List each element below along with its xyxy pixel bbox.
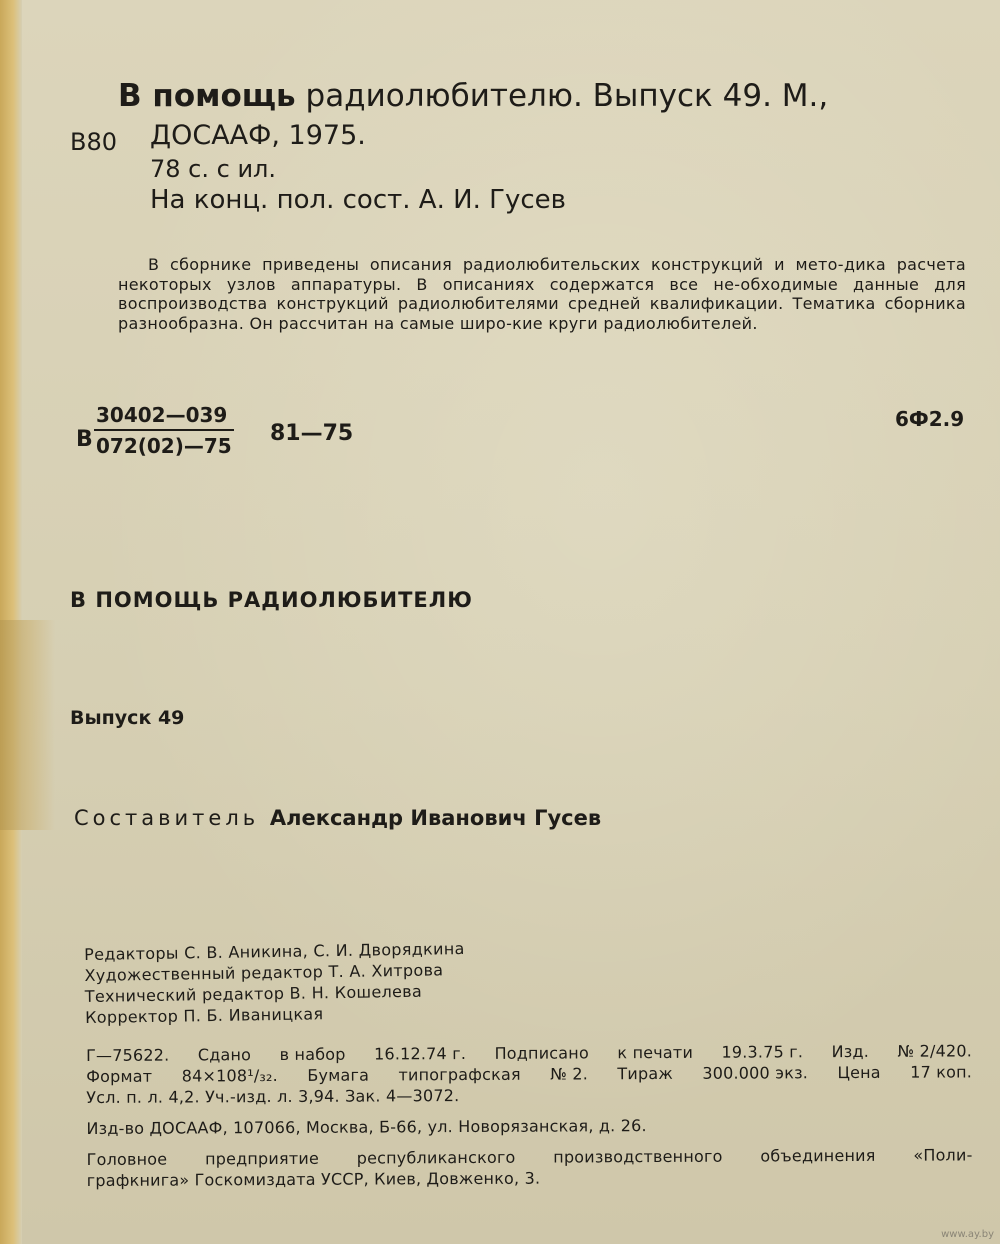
imprint-word: Формат — [86, 1066, 153, 1086]
series-title: В ПОМОЩЬ РАДИОЛЮБИТЕЛЮ — [70, 588, 473, 612]
imprint-line-6: графкнига» Госкомиздата УССР, Киев, Довженко, 3. — [86, 1168, 541, 1190]
compiler-credit — [74, 806, 601, 830]
imprint-word: объединения — [760, 1145, 876, 1166]
catalog-title-bold: В помощь — [118, 78, 296, 114]
imprint-word: «Поли- — [913, 1145, 973, 1165]
classification-code: 6Ф2.9 — [895, 407, 965, 431]
index-year-code: 81—75 — [270, 421, 354, 446]
credit-line: Технический редактор В. Н. Кошелева — [84, 981, 423, 1006]
imprint-word: республиканского — [356, 1147, 516, 1168]
compiler-label: Составитель — [74, 806, 260, 830]
imprint-word: 19.3.75 г. — [721, 1042, 804, 1062]
abstract-paragraph: В сборнике приведены описания радиолюбительских конструкций и мето-дика расчета некоторых узлов аппаратуры. В описаниях содержатся все не-обходимые данные для воспроизводства конструкций радиолюбителями средней квалификации. Тематика сборника разнообразна. Он рассчитан на самые широ-кие круги радиолюбителей. — [118, 255, 966, 333]
catalog-code: В80 — [70, 128, 118, 156]
imprint-word: Тираж — [617, 1063, 673, 1084]
index-denominator: 072(02)—75 — [96, 434, 232, 458]
imprint-word: Г—75622. — [86, 1045, 170, 1065]
imprint-word: производственного — [553, 1146, 723, 1167]
imprint-word: 17 коп. — [910, 1062, 973, 1082]
imprint-word: Подписано — [494, 1043, 589, 1063]
imprint-word: типографская — [398, 1064, 521, 1085]
compiler-name: Александр Иванович Гусев — [269, 806, 602, 830]
imprint-word: 84×108¹/₃₂. — [181, 1065, 278, 1086]
imprint-word: к печати — [617, 1042, 694, 1063]
page-count: 78 с. с ил. — [150, 155, 277, 183]
editorial-credits — [84, 938, 466, 1028]
imprint-word: Цена — [837, 1062, 881, 1083]
imprint-word: в набор — [279, 1044, 346, 1064]
credit-line: Редакторы С. В. Аникина, С. И. Дворядкина — [84, 939, 465, 964]
credit-line: Корректор П. Б. Иваницкая — [85, 1004, 324, 1027]
imprint-line-4: Изд-во ДОСААФ, 107066, Москва, Б-66, ул. Новорязанская, д. 26. — [86, 1116, 647, 1138]
index-numerator: 30402—039 — [94, 403, 234, 431]
catalog-title-rest: радиолюбителю. Выпуск 49. М., — [295, 78, 829, 114]
catalog-title — [118, 78, 828, 114]
index-fraction — [94, 403, 234, 458]
imprint-block — [86, 1040, 973, 1191]
imprint-word: 16.12.74 г. — [374, 1044, 467, 1064]
imprint-word: предприятие — [204, 1148, 320, 1169]
imprint-word: Бумага — [307, 1065, 370, 1085]
imprint-word: Изд. — [831, 1041, 870, 1062]
index-letter: В — [76, 427, 93, 452]
imprint-word: Головное — [86, 1149, 168, 1169]
issue-label: Выпуск 49 — [70, 707, 185, 729]
imprint-word: № 2. — [550, 1064, 589, 1084]
imprint-word: Сдано — [197, 1045, 252, 1065]
watermark: www.ay.by — [941, 1229, 994, 1240]
torn-page-edge — [0, 620, 55, 830]
publisher-year: ДОСААФ, 1975. — [150, 120, 366, 151]
compiler-note: На конц. пол. сост. А. И. Гусев — [150, 185, 566, 215]
imprint-word: № 2/420. — [897, 1041, 973, 1061]
imprint-word: 300.000 экз. — [702, 1063, 809, 1083]
imprint-line-3: Усл. п. л. 4,2. Уч.-изд. л. 3,94. Зак. 4—3072. — [86, 1086, 460, 1107]
credit-line: Художественный редактор Т. А. Хитрова — [84, 960, 444, 985]
